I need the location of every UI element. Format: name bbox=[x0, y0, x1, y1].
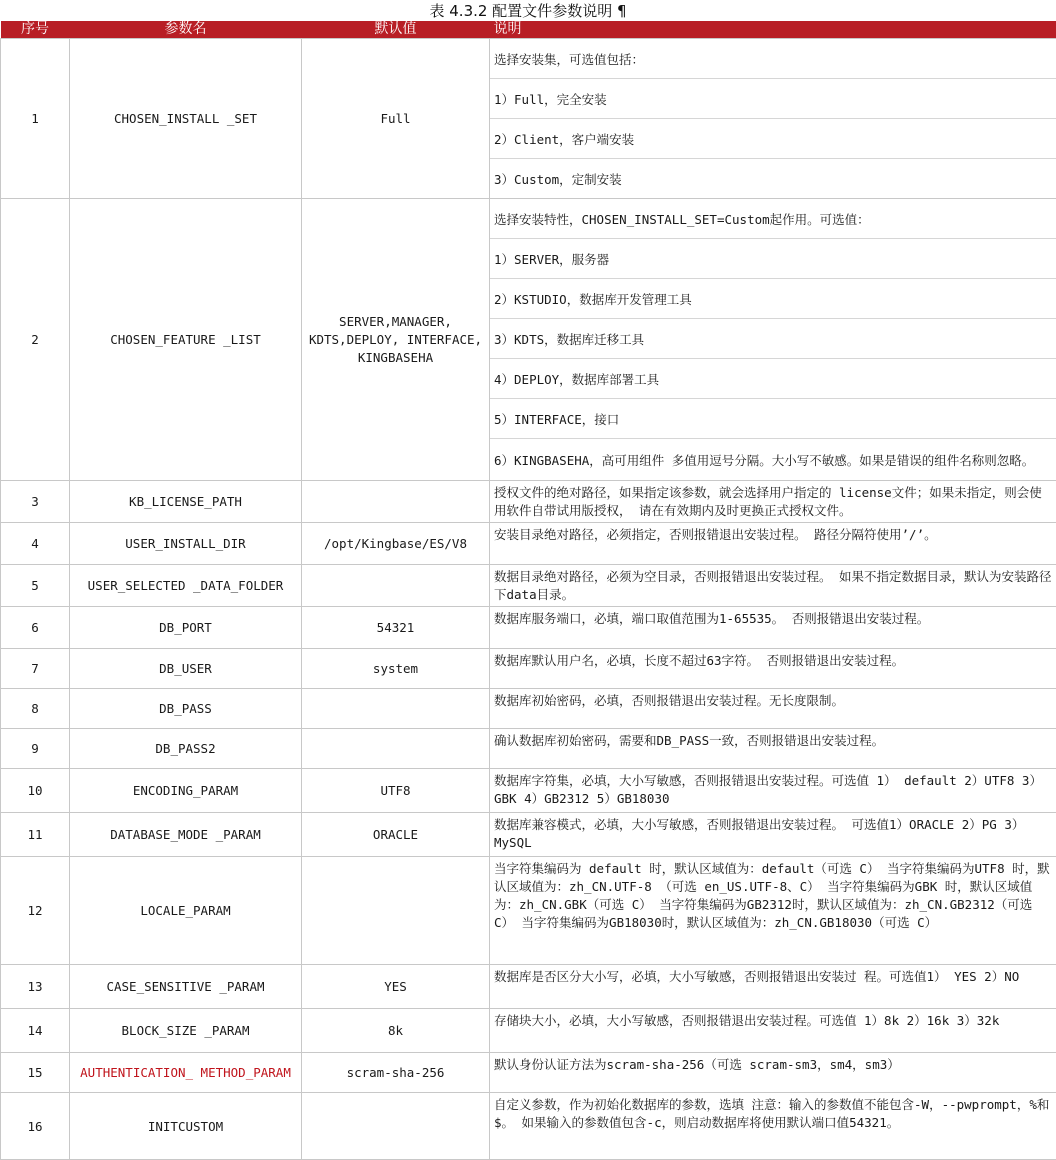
description-text: 确认数据库初始密码，需要和DB_PASS一致，否则报错退出安装过程。 bbox=[490, 729, 1056, 750]
table-row bbox=[1, 565, 1056, 607]
description-line bbox=[490, 39, 1056, 79]
cell-default-value bbox=[302, 481, 490, 523]
table-row bbox=[1, 813, 1056, 857]
cell-param-name: ENCODING_PARAM bbox=[70, 769, 302, 813]
description-line bbox=[490, 119, 1056, 159]
table-row bbox=[1, 523, 1056, 565]
header-default: 默认值 bbox=[302, 21, 490, 39]
cell-param-name: DB_USER bbox=[70, 649, 302, 689]
description-text: 3）Custom，定制安装 bbox=[494, 170, 622, 188]
description-text: 选择安装集，可选值包括： bbox=[494, 50, 644, 68]
header-desc: 说明 bbox=[490, 21, 1056, 39]
description-line bbox=[490, 79, 1056, 119]
table-row bbox=[1, 1053, 1056, 1093]
cell-seq: 2 bbox=[1, 199, 70, 481]
cell-description bbox=[490, 1053, 1056, 1093]
cell-description bbox=[490, 39, 1056, 199]
description-line bbox=[490, 279, 1056, 319]
cell-description bbox=[490, 481, 1056, 523]
cell-seq: 13 bbox=[1, 965, 70, 1009]
description-line bbox=[490, 239, 1056, 279]
cell-seq: 11 bbox=[1, 813, 70, 857]
cell-seq: 8 bbox=[1, 689, 70, 729]
description-text: 6）KINGBASEHA，高可用组件 多值用逗号分隔。大小写不敏感。如果是错误的组件名称则忽略。 bbox=[494, 451, 1034, 469]
cell-param-name: USER_INSTALL_DIR bbox=[70, 523, 302, 565]
cell-default-value: YES bbox=[302, 965, 490, 1009]
cell-seq: 6 bbox=[1, 607, 70, 649]
description-text: 2）KSTUDIO，数据库开发管理工具 bbox=[494, 290, 692, 308]
cell-default-value bbox=[302, 689, 490, 729]
cell-default-value: UTF8 bbox=[302, 769, 490, 813]
cell-description bbox=[490, 689, 1056, 729]
description-text: 安装目录绝对路径，必须指定，否则报错退出安装过程。 路径分隔符使用’/’。 bbox=[490, 523, 1056, 544]
cell-description bbox=[490, 1009, 1056, 1053]
description-text: 数据库兼容模式，必填，大小写敏感，否则报错退出安装过程。 可选值1）ORACLE 2）PG 3） MySQL bbox=[490, 813, 1056, 852]
cell-seq: 5 bbox=[1, 565, 70, 607]
table-header-row bbox=[1, 21, 1056, 39]
cell-default-value bbox=[302, 729, 490, 769]
description-text: 1）SERVER，服务器 bbox=[494, 250, 609, 268]
description-text: 数据目录绝对路径，必须为空目录，否则报错退出安装过程。 如果不指定数据目录，默认为安装路径下data目录。 bbox=[490, 565, 1056, 604]
cell-param-name: CHOSEN_INSTALL _SET bbox=[70, 39, 302, 199]
cell-default-value: scram-sha-256 bbox=[302, 1053, 490, 1093]
cell-param-name: DB_PASS bbox=[70, 689, 302, 729]
cell-default-value bbox=[302, 565, 490, 607]
description-text: 4）DEPLOY，数据库部署工具 bbox=[494, 370, 659, 388]
description-text: 当字符集编码为 default 时，默认区域值为：default（可选 C） 当字符集编码为UTF8 时，默认区域值为：zh_CN.UTF-8 （可选 en_US.UTF-8、C） 当字符集编码为GBK 时，默认区域值为：zh_CN.GBK（可选 C） 当字符集编码为GB2312时，默认区域值为：zh_CN.GB2312（可选 C） 当字符集编码为GB18030时，默认区域值为：zh_CN.GB18030（可选 C） bbox=[490, 857, 1056, 932]
description-text: 数据库是否区分大小写，必填，大小写敏感，否则报错退出安装过 程。可选值1） YES 2）NO bbox=[490, 965, 1056, 986]
cell-seq: 9 bbox=[1, 729, 70, 769]
cell-default-value: Full bbox=[302, 39, 490, 199]
description-text: 数据库字符集，必填，大小写敏感，否则报错退出安装过程。可选值 1） default 2）UTF8 3）GBK 4）GB2312 5）GB18030 bbox=[490, 769, 1056, 808]
table-row bbox=[1, 1009, 1056, 1053]
description-text: 授权文件的绝对路径，如果指定该参数，就会选择用户指定的 license文件；如果未指定，则会使用软件自带试用版授权， 请在有效期内及时更换正式授权文件。 bbox=[490, 481, 1056, 520]
table-row bbox=[1, 769, 1056, 813]
cell-default-value: SERVER,MANAGER, KDTS,DEPLOY, INTERFACE, KINGBASEHA bbox=[302, 199, 490, 481]
description-line bbox=[490, 439, 1056, 480]
cell-seq: 15 bbox=[1, 1053, 70, 1093]
cell-seq: 1 bbox=[1, 39, 70, 199]
cell-seq: 4 bbox=[1, 523, 70, 565]
cell-default-value: /opt/Kingbase/ES/V8 bbox=[302, 523, 490, 565]
description-line bbox=[490, 319, 1056, 359]
table-row bbox=[1, 39, 1056, 199]
table-row bbox=[1, 199, 1056, 481]
cell-description bbox=[490, 857, 1056, 965]
cell-seq: 16 bbox=[1, 1093, 70, 1160]
description-line bbox=[490, 159, 1056, 198]
cell-seq: 3 bbox=[1, 481, 70, 523]
description-text: 1）Full，完全安装 bbox=[494, 90, 607, 108]
cell-default-value: system bbox=[302, 649, 490, 689]
description-text: 自定义参数，作为初始化数据库的参数，选填 注意：输入的参数值不能包含-W，--pwprompt，%和$。 如果输入的参数值包含-c，则启动数据库将使用默认端口值54321。 bbox=[490, 1093, 1056, 1132]
table-row bbox=[1, 857, 1056, 965]
param-name-highlighted: AUTHENTICATION_ METHOD_PARAM bbox=[80, 1065, 291, 1080]
cell-description bbox=[490, 199, 1056, 481]
table-row bbox=[1, 689, 1056, 729]
cell-param-name: LOCALE_PARAM bbox=[70, 857, 302, 965]
cell-description bbox=[490, 1093, 1056, 1160]
description-line bbox=[490, 199, 1056, 239]
table-row bbox=[1, 1093, 1056, 1160]
header-seq: 序号 bbox=[1, 21, 70, 39]
cell-param-name: USER_SELECTED _DATA_FOLDER bbox=[70, 565, 302, 607]
cell-seq: 12 bbox=[1, 857, 70, 965]
cell-description bbox=[490, 769, 1056, 813]
cell-description bbox=[490, 607, 1056, 649]
cell-description bbox=[490, 965, 1056, 1009]
cell-param-name bbox=[70, 1053, 302, 1093]
table-row bbox=[1, 481, 1056, 523]
cell-param-name: CHOSEN_FEATURE _LIST bbox=[70, 199, 302, 481]
description-text: 数据库服务端口，必填，端口取值范围为1-65535。 否则报错退出安装过程。 bbox=[490, 607, 1056, 628]
cell-default-value bbox=[302, 857, 490, 965]
cell-param-name: CASE_SENSITIVE _PARAM bbox=[70, 965, 302, 1009]
description-line bbox=[490, 359, 1056, 399]
cell-param-name: DB_PORT bbox=[70, 607, 302, 649]
table-caption: 表 4.3.2 配置文件参数说明 ¶ bbox=[0, 0, 1056, 21]
cell-description bbox=[490, 565, 1056, 607]
table-row bbox=[1, 729, 1056, 769]
cell-default-value: ORACLE bbox=[302, 813, 490, 857]
description-text: 2）Client，客户端安装 bbox=[494, 130, 634, 148]
cell-param-name: DATABASE_MODE _PARAM bbox=[70, 813, 302, 857]
description-line bbox=[490, 399, 1056, 439]
cell-param-name: BLOCK_SIZE _PARAM bbox=[70, 1009, 302, 1053]
config-params-table bbox=[0, 21, 1056, 1160]
cell-param-name: DB_PASS2 bbox=[70, 729, 302, 769]
cell-default-value bbox=[302, 1093, 490, 1160]
table-row bbox=[1, 607, 1056, 649]
cell-param-name: KB_LICENSE_PATH bbox=[70, 481, 302, 523]
cell-description bbox=[490, 729, 1056, 769]
description-text: 3）KDTS，数据库迁移工具 bbox=[494, 330, 644, 348]
cell-seq: 7 bbox=[1, 649, 70, 689]
cell-seq: 10 bbox=[1, 769, 70, 813]
cell-param-name: INITCUSTOM bbox=[70, 1093, 302, 1160]
cell-description bbox=[490, 813, 1056, 857]
cell-default-value: 8k bbox=[302, 1009, 490, 1053]
description-text: 数据库初始密码，必填，否则报错退出安装过程。无长度限制。 bbox=[490, 689, 1056, 710]
header-name: 参数名 bbox=[70, 21, 302, 39]
cell-description bbox=[490, 523, 1056, 565]
cell-description bbox=[490, 649, 1056, 689]
cell-seq: 14 bbox=[1, 1009, 70, 1053]
table-row bbox=[1, 965, 1056, 1009]
description-text: 5）INTERFACE，接口 bbox=[494, 410, 619, 428]
description-text: 存储块大小，必填，大小写敏感，否则报错退出安装过程。可选值 1）8k 2）16k 3）32k bbox=[490, 1009, 1056, 1030]
cell-default-value: 54321 bbox=[302, 607, 490, 649]
description-text: 选择安装特性，CHOSEN_INSTALL_SET=Custom起作用。可选值： bbox=[494, 210, 870, 228]
table-row bbox=[1, 649, 1056, 689]
description-text: 数据库默认用户名，必填，长度不超过63字符。 否则报错退出安装过程。 bbox=[490, 649, 1056, 670]
description-text: 默认身份认证方法为scram-sha-256（可选 scram-sm3，sm4，sm3） bbox=[490, 1053, 1056, 1074]
